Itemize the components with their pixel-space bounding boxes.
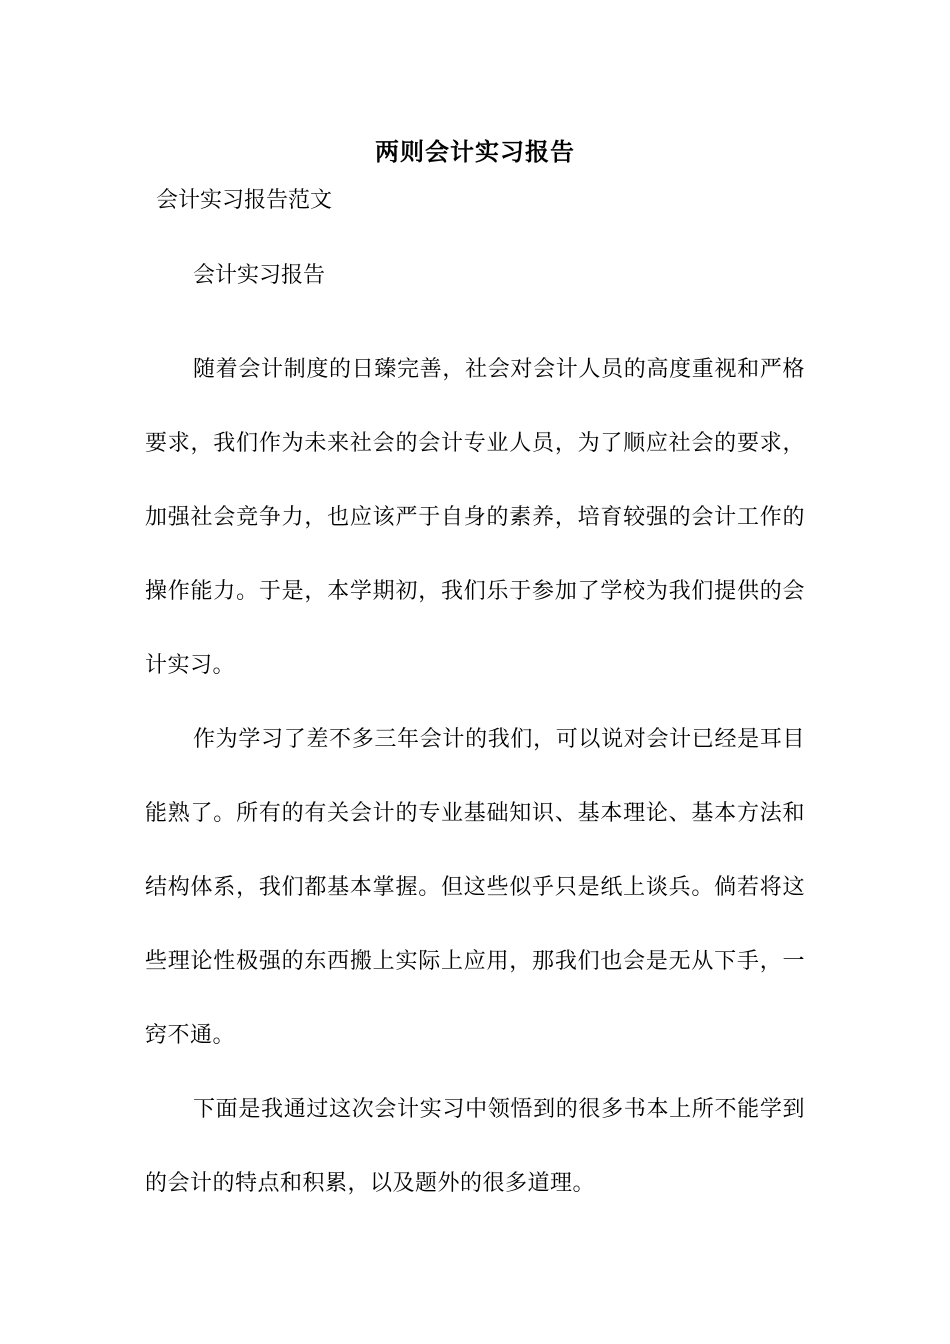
paragraph-2: 作为学习了差不多三年会计的我们，可以说对会计已经是耳目能熟了。所有的有关会计的专业基础知识、基本理论、基本方法和结构体系，我们都基本掌握。但这些似乎只是纸上谈兵。倘若将这些理论性极强的东西搬上实际上应用，那我们也会是无从下手，一窍不通。 xyxy=(145,727,805,1048)
document-subtitle: 会计实习报告范文 xyxy=(156,188,333,213)
document-body xyxy=(145,333,805,1221)
section-heading: 会计实习报告 xyxy=(193,263,326,288)
document-title: 两则会计实习报告 xyxy=(375,137,575,166)
paragraph-3: 下面是我通过这次会计实习中领悟到的很多书本上所不能学到的会计的特点和积累，以及题外的很多道理。 xyxy=(145,1097,805,1196)
paragraph-1: 随着会计制度的日臻完善，社会对会计人员的高度重视和严格要求，我们作为未来社会的会计专业人员，为了顺应社会的要求，加强社会竞争力，也应该严于自身的素养，培育较强的会计工作的操作能力。于是，本学期初，我们乐于参加了学校为我们提供的会计实习。 xyxy=(145,357,805,678)
